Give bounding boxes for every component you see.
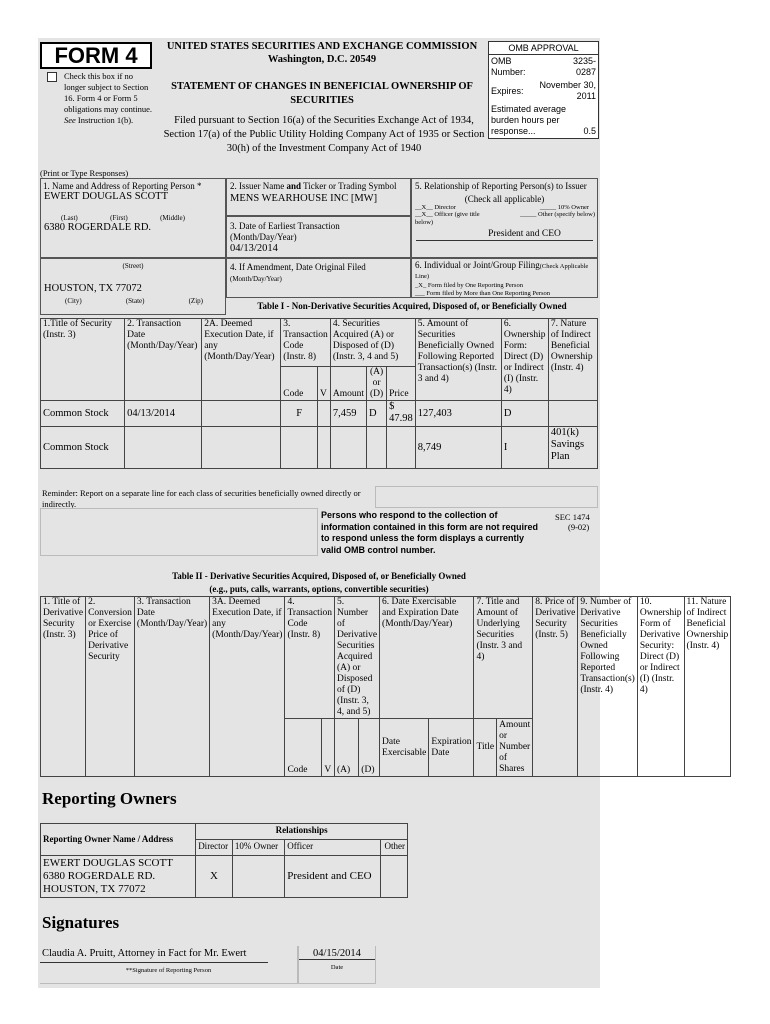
ten-pct-header: 10% Owner: [232, 840, 284, 856]
t2-sub-title: Title: [474, 719, 497, 777]
persons-notice: Persons who respond to the collection of information contained in this form are not required to respond unless the form displays a currently valid OMB control number.: [321, 510, 539, 555]
section5-label: 5. Relationship of Reporting Person(s) to Issuer: [415, 181, 587, 191]
omb-number-row: [489, 55, 598, 79]
t1-r1-v: [318, 427, 331, 469]
t1-col-deemed: 2A. Deemed Execution Date, if any (Month/Day/Year): [202, 319, 281, 401]
t2-sub-d: (D): [359, 719, 380, 777]
table1-non-derivative: [40, 318, 598, 469]
owner-officer-value: President and CEO: [285, 856, 380, 898]
director-check[interactable]: __X__ Director: [415, 204, 456, 211]
persons-notice-box: [40, 508, 318, 556]
t1-col-date: 2. Transaction Date (Month/Day/Year): [125, 319, 202, 401]
t1-col-amount: 5. Amount of Securities Beneficially Owned Following Reported Transaction(s) (Instr. 3 and 4): [415, 319, 501, 401]
zip-label: (Zip): [188, 297, 203, 305]
owner-director-value: X: [196, 856, 233, 898]
owner-name: EWERT DOUGLAS SCOTT: [43, 857, 173, 869]
t2-col-nature: 11. Nature of Indirect Beneficial Ownership (Instr. 4): [684, 597, 731, 777]
omb-title: OMB APPROVAL: [489, 42, 598, 55]
t2-sub-amount: Amount or Number of Shares: [497, 719, 533, 777]
officer-header: Officer: [285, 840, 380, 856]
reporting-owners-heading: Reporting Owners: [42, 789, 177, 808]
t2-sub-date-exercisable: Date Exercisable: [380, 719, 429, 777]
table2-derivative: [40, 596, 731, 777]
t1-r1-owned: 8,749: [415, 427, 501, 469]
t2-col-underlying: 7. Title and Amount of Underlying Securities (Instr. 3 and 4): [474, 597, 533, 719]
issuer-name-box: [226, 178, 411, 216]
t1-r1-form: I: [501, 427, 548, 469]
name-parts: [41, 202, 225, 222]
t2-col-owned: 9. Number of Derivative Securities Beneficially Owned Following Reported Transaction(s) (Instr. 4): [578, 597, 638, 777]
t2-col-form: 10. Ownership Form of Derivative Security: Direct (D) or Indirect (I) (Instr. 4): [637, 597, 684, 777]
multi-person-option[interactable]: ___ Form filed by More than One Reporting Person: [415, 290, 551, 297]
t2-col-number: 5. Number of Derivative Securities Acquired (A) or Disposed of (D) (Instr. 3, 4, and 5): [334, 597, 379, 719]
owner-name-header: Reporting Owner Name / Address: [41, 824, 196, 856]
street-label: (Street): [122, 262, 144, 270]
t1-r0-price: $ 47.98: [387, 401, 416, 427]
table-row: [41, 401, 598, 427]
t1-r1-date: [125, 427, 202, 469]
table-row: [41, 427, 598, 469]
signature-box: [40, 946, 298, 984]
t2-col-code: 4. Transaction Code (Instr. 8): [285, 597, 335, 719]
omb-burden-label: Estimated average burden hours per response...: [491, 104, 567, 136]
t1-r0-form: D: [501, 401, 548, 427]
omb-burden-row: [489, 103, 598, 138]
t1-r1-code: [281, 427, 318, 469]
other-header: Other: [380, 840, 407, 856]
t1-r0-amount: 7,459: [330, 401, 366, 427]
t2-col-deemed: 3A. Deemed Execution Date, if any (Month/Day/Year): [210, 597, 285, 777]
table2-subtitle: (e.g., puts, calls, warrants, options, convertible securities): [209, 584, 429, 594]
form-title-box: [40, 42, 152, 69]
omb-expires-label: Expires:: [491, 86, 524, 96]
owner-city: HOUSTON, TX 77072: [43, 883, 146, 895]
ten-pct-owner-check[interactable]: _____ 10% Owner: [539, 204, 589, 211]
t2-col-price: 8. Price of Derivative Security (Instr. 5): [533, 597, 578, 777]
t1-col-securities: 4. Securities Acquired (A) or Disposed of (D) (Instr. 3, 4 and 5): [330, 319, 415, 367]
omb-burden-value: 0.5: [583, 126, 596, 136]
sec-form-number: SEC 1474: [555, 512, 590, 522]
omb-expires-value: November 30, 2011: [539, 80, 596, 101]
no-longer-subject-checkbox[interactable]: [47, 72, 57, 82]
t1-col-form: 6. Ownership Form: Direct (D) or Indirect (I) (Instr. 4): [501, 319, 548, 401]
filing-type-box: [411, 258, 598, 298]
reporting-person-street[interactable]: 6380 ROGERDALE RD.: [44, 222, 152, 233]
t2-col-title: 1. Title of Derivative Security (Instr. 3): [41, 597, 86, 777]
print-note: (Print or Type Responses): [40, 168, 129, 178]
t2-sub-code: Code: [285, 719, 322, 777]
check-all-applicable: (Check all applicable): [464, 194, 545, 204]
date-label: Date: [330, 964, 344, 971]
t1-sub-v: V: [318, 367, 331, 401]
omb-approval-box: [488, 41, 599, 139]
reporting-person-city[interactable]: HOUSTON, TX 77072: [44, 283, 142, 294]
statement-title: STATEMENT OF CHANGES IN BENEFICIAL OWNERSHIP OF SECURITIES: [171, 81, 473, 106]
one-person-option[interactable]: _X_ Form filed by One Reporting Person: [415, 282, 523, 289]
t1-r0-date: 04/13/2014: [125, 401, 202, 427]
t1-sub-code: Code: [281, 367, 318, 401]
t1-r1-nature: 401(k) Savings Plan: [548, 427, 597, 469]
sec-form-date: (9-02): [568, 522, 590, 532]
t1-r0-title: Common Stock: [41, 401, 125, 427]
section6-label: 6. Individual or Joint/Group Filing(Check Applicable Line): [415, 260, 589, 280]
section1-label: 1. Name and Address of Reporting Person *: [43, 181, 202, 191]
state-label: (State): [125, 297, 145, 305]
t1-r1-deemed: [202, 427, 281, 469]
t1-r0-nature: [548, 401, 597, 427]
omb-number-value: 3235-0287: [572, 56, 596, 77]
other-check[interactable]: _____ Other (specify below): [520, 211, 595, 218]
table2-title: Table II - Derivative Securities Acquired, Disposed of, or Beneficially Owned: [172, 571, 466, 581]
t1-r0-owned: 127,403: [415, 401, 501, 427]
reporting-owners-table: [40, 823, 408, 898]
t1-r0-v: [318, 401, 331, 427]
t1-r1-aord: [367, 427, 387, 469]
t1-col-nature: 7. Nature of Indirect Beneficial Ownership (Instr. 4): [548, 319, 597, 401]
table1-title: Table I - Non-Derivative Securities Acquired, Disposed of, or Beneficially Owned: [257, 301, 567, 311]
t1-r1-price: [387, 427, 416, 469]
owner-other-value: [380, 856, 407, 898]
reminder-text: Reminder: Report on a separate line for each class of securities beneficially owned directly or indirectly.: [42, 488, 361, 509]
t1-r0-code: F: [281, 401, 318, 427]
relationship-row-2: [412, 211, 597, 227]
table-row: [41, 856, 408, 898]
form-title: FORM 4: [54, 43, 138, 68]
t1-sub-aord: (A) or (D): [367, 367, 387, 401]
owner-address-cell: [41, 856, 196, 898]
earliest-transaction-value[interactable]: 04/13/2014: [230, 243, 278, 254]
city-parts: [41, 294, 225, 305]
section3-label: 3. Date of Earliest Transaction (Month/Day/Year): [230, 221, 340, 242]
signer-name: Claudia A. Pruitt, Attorney in Fact for Mr. Ewert: [42, 948, 247, 959]
signature-line: [40, 962, 268, 963]
omb-expires-row: [489, 79, 598, 103]
officer-title[interactable]: President and CEO: [416, 229, 593, 241]
owner-ten-pct-value: [232, 856, 284, 898]
t2-col-date: 3. Transaction Date (Month/Day/Year): [134, 597, 209, 777]
first-label: (First): [110, 214, 128, 222]
t2-col-exercisable: 6. Date Exercisable and Expiration Date (Month/Day/Year): [380, 597, 474, 719]
section4-label: 4. If Amendment, Date Original Filed (Month/Day/Year): [230, 262, 366, 283]
checkbox-text: Check this box if no longer subject to Section 16. Form 4 or Form 5 obligations may continue. See Instruction 1(b).: [64, 71, 153, 125]
omb-number-label: OMB Number:: [491, 56, 526, 77]
t2-col-conversion: 2. Conversion or Exercise Price of Derivative Security: [86, 597, 135, 777]
reporting-person-name[interactable]: EWERT DOUGLAS SCOTT: [44, 191, 169, 202]
city-box: [40, 258, 226, 315]
city-label: (City): [65, 297, 82, 305]
relationship-box: [411, 178, 598, 258]
t1-r0-deemed: [202, 401, 281, 427]
reminder-box: [375, 486, 598, 508]
director-header: Director: [196, 840, 233, 856]
t1-sub-amount: Amount: [330, 367, 366, 401]
reporting-person-box: [40, 178, 226, 258]
signature-date: 04/15/2014: [299, 946, 375, 960]
officer-check[interactable]: __X__ Officer (give title below): [415, 211, 480, 226]
t2-sub-expiration: Expiration Date: [429, 719, 474, 777]
amendment-box: [226, 258, 411, 298]
earliest-transaction-box: [226, 216, 411, 258]
signatures-heading: Signatures: [42, 913, 120, 932]
issuer-name-value[interactable]: MENS WEARHOUSE INC [MW]: [230, 193, 378, 204]
relationships-header: Relationships: [196, 824, 408, 840]
filed-pursuant: Filed pursuant to Section 16(a) of the Securities Exchange Act of 1934, Section 17(a) of the Public Utility Holding Company Act of 1935 or Section 30(h) of the Investment Company Act of 1940: [163, 115, 485, 154]
t1-r0-aord: D: [367, 401, 387, 427]
agency-name: UNITED STATES SECURITIES AND EXCHANGE COMMISSION: [166, 41, 478, 52]
signature-label: **Signature of Reporting Person: [125, 967, 212, 974]
t1-r1-amount: [330, 427, 366, 469]
relationship-row-1: [412, 204, 597, 211]
middle-label: (Middle): [160, 214, 185, 222]
agency-location: Washington, D.C. 20549: [267, 54, 377, 65]
t2-sub-a: (A): [334, 719, 358, 777]
t2-sub-v: V: [322, 719, 335, 777]
t1-r1-title: Common Stock: [41, 427, 125, 469]
t1-sub-price: Price: [387, 367, 416, 401]
t1-col-security: 1.Title of Security (Instr. 3): [41, 319, 125, 401]
owner-street: 6380 ROGERDALE RD.: [43, 870, 156, 882]
date-box: [298, 946, 376, 984]
section2-label: 2. Issuer Name and Ticker or Trading Symbol: [230, 181, 397, 191]
last-label: (Last): [61, 214, 78, 222]
t1-col-code: 3. Transaction Code (Instr. 8): [281, 319, 331, 367]
